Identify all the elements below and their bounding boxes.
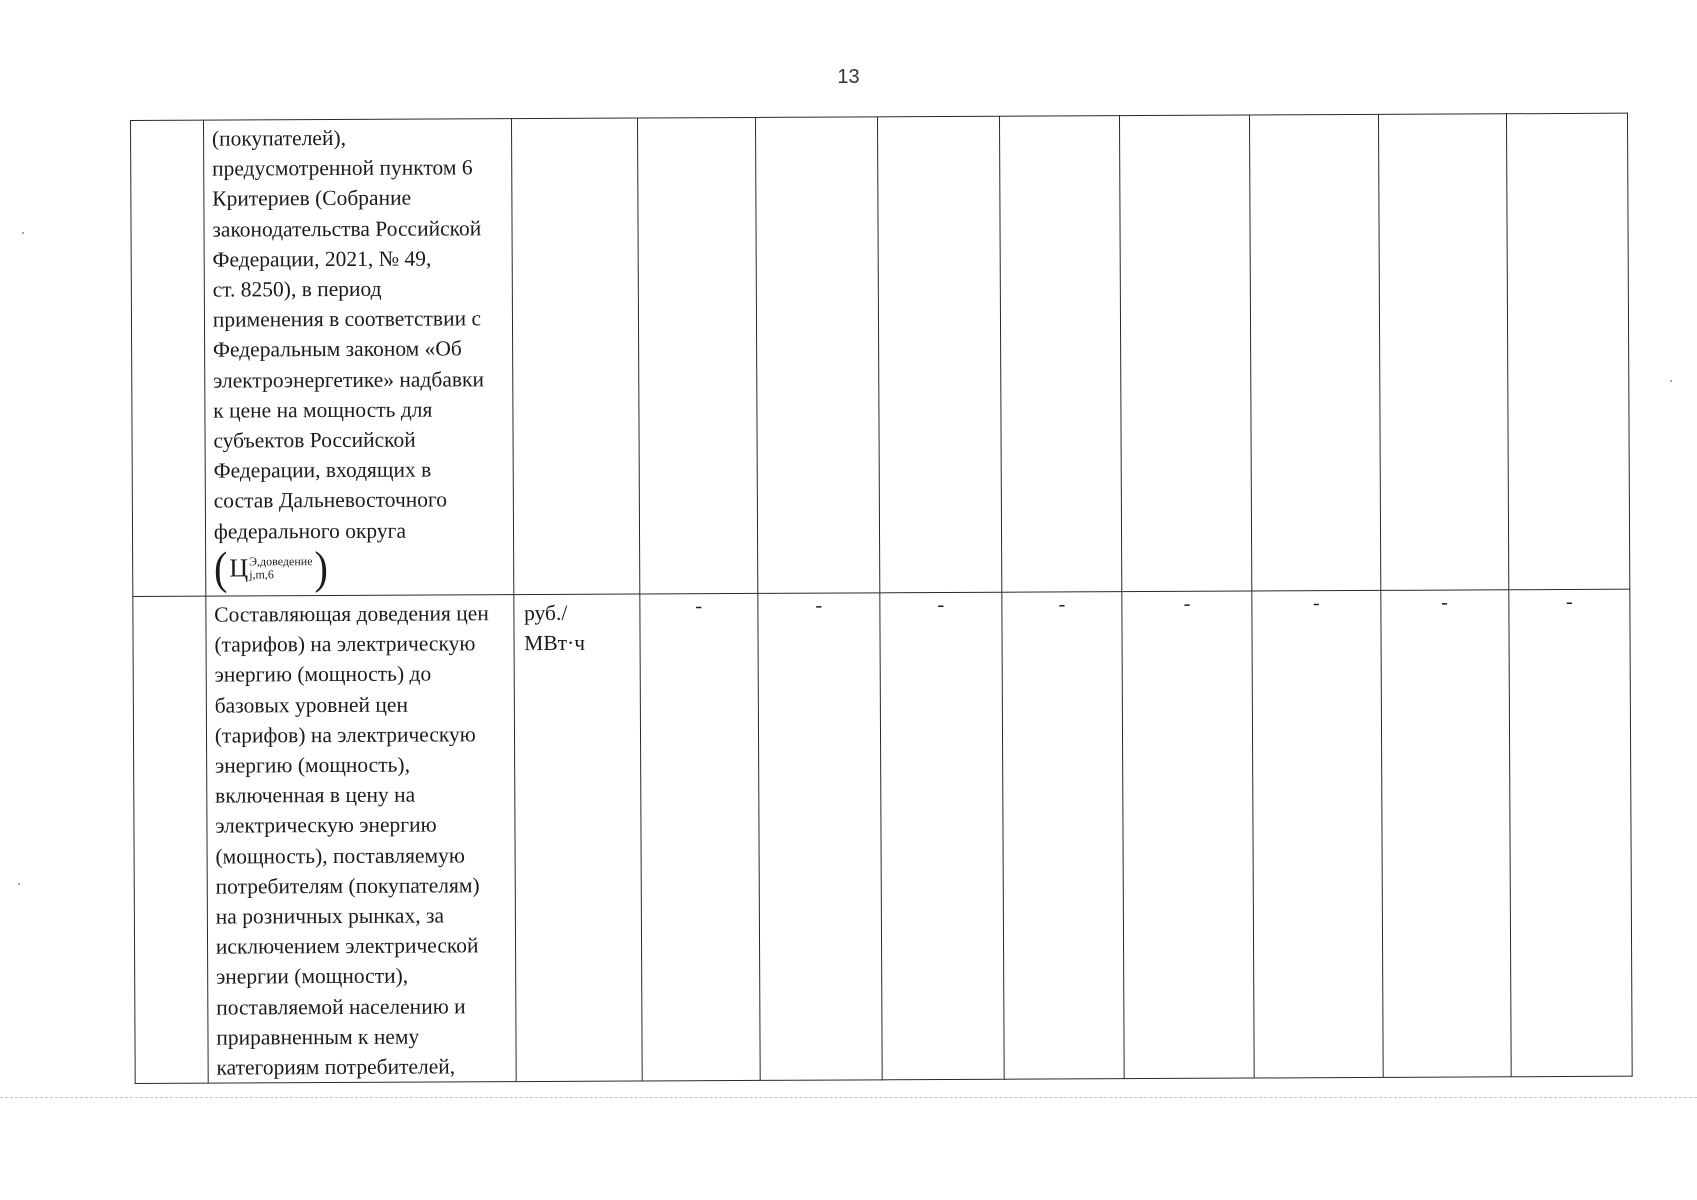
text-line: Федерации, входящих в: [213, 457, 432, 483]
unit-cell: [511, 118, 640, 595]
text-line: (покупателей),: [211, 125, 347, 151]
tariff-table: [130, 113, 1633, 1085]
text-line: предусмотренной пунктом 6: [212, 155, 473, 181]
value-cell: [1000, 116, 1122, 593]
formula-symbol: [227, 553, 314, 584]
unit-line: МВт·ч: [524, 630, 586, 656]
row-number-cell: [133, 596, 208, 1084]
text-line: применения в соответствии с: [212, 306, 482, 332]
value-cell: [1250, 114, 1381, 591]
text-line: (тарифов) на электрическую: [214, 722, 476, 748]
value-cell: [1506, 113, 1629, 590]
text-line: энергии (мощности),: [215, 964, 409, 990]
value-cell: -: [1252, 590, 1383, 1078]
value-cell: -: [1002, 592, 1124, 1080]
value-cell: -: [880, 592, 1004, 1080]
value-cell: -: [758, 593, 882, 1081]
formula-letter: Ц: [229, 553, 249, 583]
description-cell: [206, 595, 516, 1084]
scan-speck: [1670, 380, 1672, 382]
description-cell: [203, 119, 513, 596]
text-line: состав Дальневосточного: [213, 487, 448, 514]
value-cell: [637, 117, 757, 594]
table-row: [131, 113, 1630, 596]
text-line: к цене на мощность для: [213, 397, 433, 423]
text-line: субъектов Российской: [213, 427, 416, 453]
value-cell: [1120, 115, 1253, 592]
text-line: исключением электрической: [215, 933, 479, 959]
formula-subscript: j,m,6: [249, 567, 274, 582]
page-number: 13: [837, 66, 860, 88]
table-row: [133, 589, 1632, 1084]
text-line: законодательства Российской: [212, 215, 482, 242]
price-formula: [213, 541, 329, 594]
formula-scripts: [249, 555, 313, 581]
unit-cell: [513, 594, 642, 1082]
value-cell: [755, 117, 879, 594]
value-cell: -: [1122, 591, 1255, 1079]
formula-open-paren: (: [213, 541, 228, 594]
scan-speck: [18, 883, 20, 885]
text-line: Критериев (Собрание: [212, 186, 412, 212]
text-line: поставляемой населению и: [216, 994, 466, 1020]
value-cell: [877, 116, 1001, 593]
value-cell: -: [640, 593, 760, 1081]
row-number-cell: [131, 120, 206, 596]
value-cell: -: [1380, 590, 1511, 1078]
text-line: потребителям (покупателям): [215, 873, 480, 899]
text-line: на розничных рынках, за: [215, 903, 445, 929]
text-line: Федерации, 2021, № 49,: [212, 246, 432, 272]
scan-artifact-line: [0, 1097, 1697, 1098]
text-line: электрическую энергию: [215, 812, 437, 839]
value-cell: -: [1509, 589, 1633, 1077]
scan-speck: [22, 232, 24, 234]
text-line: энергию (мощность),: [214, 752, 410, 778]
formula-superscript: Э,доведение: [249, 553, 313, 569]
text-line: категориям потребителей,: [216, 1054, 456, 1080]
text-line: (мощность), поставляемую: [215, 842, 465, 869]
text-line: ст. 8250), в период: [212, 276, 382, 302]
text-line: энергию (мощность) до: [214, 661, 432, 687]
text-line: приравненным к нему: [216, 1024, 420, 1050]
text-line: Составляющая доведения цен: [214, 601, 489, 627]
text-line: (тарифов) на электрическую: [214, 631, 476, 657]
unit-line: руб./: [524, 600, 568, 626]
text-line: федерального округа: [213, 518, 407, 544]
text-line: включенная в цену на: [215, 782, 416, 808]
text-line: Федеральным законом «Об: [212, 336, 462, 363]
text-line: базовых уровней цен: [214, 692, 408, 718]
text-line: электроэнергетике» надбавки: [213, 366, 485, 393]
value-cell: [1378, 114, 1509, 591]
formula-close-paren: ): [314, 541, 329, 594]
